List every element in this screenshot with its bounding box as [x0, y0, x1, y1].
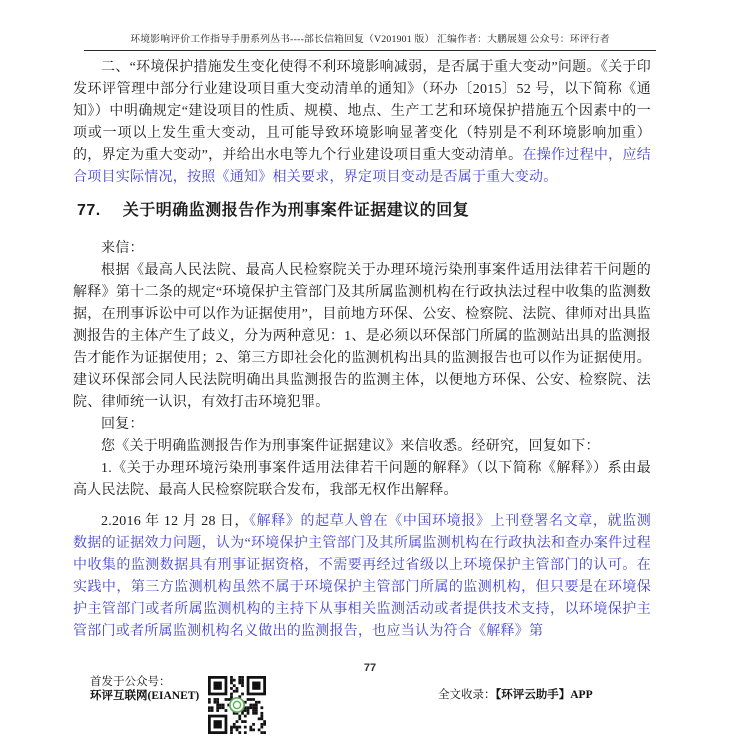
section-title: 关于明确监测报告作为刑事案件证据建议的回复	[122, 202, 470, 219]
footer-source-line-1: 首发于公众号：	[90, 676, 171, 688]
footer-app-label: 全文收录：	[438, 689, 496, 701]
letter-label: 来信：	[101, 241, 144, 256]
qr-code-image	[208, 676, 266, 734]
footer-app	[438, 686, 593, 702]
section-heading	[77, 199, 651, 223]
intro-paragraph: 二、“环境保护措施发生变化使得不利环境影响减弱，是否属于重大变动”问题。《关于印发环评管理中部分行业建设项目重大变动清单的通知》（环办〔2015〕52 号，以下简称《通知》）中明确规定“建设项目的性质、规模、地点、生产工艺和环境保护措施五个因素中的一项或一项以上发生重大变动，且可能导致环境影响显著变化（特别是不利环境影响加重）的，界定为重大变动”，并给出水电等九个行业建设项目重大变动清单。在操作过程中，应结合项目实际情况，按照《通知》相关要求，界定项目变动是否属于重大变动。	[73, 60, 651, 185]
footer-source	[90, 676, 199, 703]
reply-point-1-paragraph: 1.《关于办理环境污染刑事案件适用法律若干问题的解释》（以下简称《解释》）系由最高人民法院、最高人民检察院联合发布，我部无权作出解释。	[73, 461, 651, 498]
reply-label: 回复：	[101, 417, 144, 432]
reply-intro-paragraph: 您《关于明确监测报告作为刑事案件证据建议》来信收悉。经研究，回复如下：	[101, 439, 600, 454]
reply-point-2-paragraph: 2.2016 年 12 月 28 日，《解释》的起草人曾在《中国环境报》上刊登署名文章，就监测数据的证据效力问题，认为“环境保护主管部门及其所属监测机构在行政执法和查办案件过程中收集的监测数据具有刑事证据资格，不需要再经过省级以上环境保护主管部门的认可。在实践中，第三方监测机构虽然不属于环境保护主管部门所属的监测机构，但只要是在环境保护主管部门或者所属监测机构的主持下从事相关监测活动或者提供技术支持，以环境保护主管部门或者所属监测机构名义做出的监测报告，也应当认为符合《解释》第	[73, 514, 651, 639]
footer-app-value: 【环评云助手】APP	[495, 689, 593, 701]
document-body	[73, 57, 651, 643]
page-number: 77	[363, 662, 377, 674]
page-header: 环境影响评价工作指导手册系列丛书----部长信箱回复（V201901 版） 汇编作者：大鹏展翅 公众号：环评行者	[84, 31, 656, 51]
letter-paragraph: 根据《最高人民法院、最高人民检察院关于办理环境污染刑事案件适用法律若干问题的解释》第十二条的规定“环境保护主管部门及其所属监测机构在行政执法过程中收集的监测数据，在刑事诉讼中可以作为证据使用”，目前地方环保、公安、检察院、法院、律师对出具监测报告的主体产生了歧义，分为两种意见：1、是必须以环保部门所属的监测站出具的监测报告才能作为证据使用；2、第三方即社会化的监测机构出具的监测报告也可以作为证据使用。建议环保部会同人民法院明确出具监测报告的监测主体，以便地方环保、公安、检察院、法院、律师统一认识，有效打击环境犯罪。	[73, 263, 651, 410]
section-number: 77.	[77, 202, 101, 219]
footer-source-line-2: 环评互联网(EIANET)	[90, 689, 200, 702]
